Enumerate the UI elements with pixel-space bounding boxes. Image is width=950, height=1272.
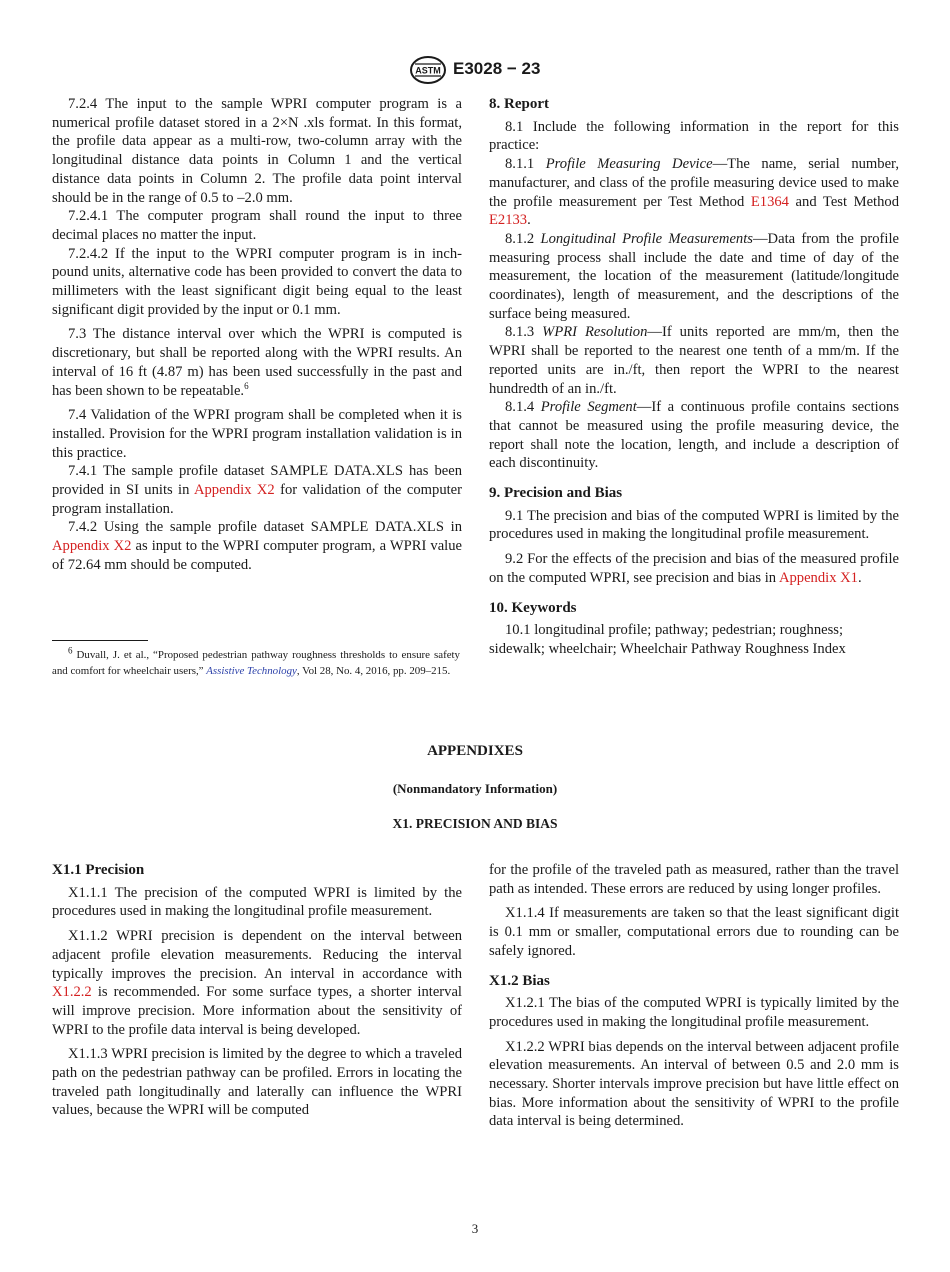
- astm-logo-icon: [409, 55, 447, 85]
- section-heading-x1-1-precision: X1.1 Precision: [52, 862, 145, 878]
- paragraph-7-4-2-text-a: 7.4.2 Using the sample profile dataset SAMPLE DATA.XLS in: [68, 519, 462, 536]
- paragraph-8-1-2-text: —Data from the profile measuring process shall include the date and time of day of the measurement, the location of the measurement (latitude/longitude coordinates), length of measurement, and the descriptions of the surface being measured.: [489, 230, 899, 322]
- nonmandatory-label: (Nonmandatory Information): [392, 781, 558, 796]
- term-longitudinal-profile-measurements: Longitudinal Profile Measurements: [540, 230, 753, 247]
- paragraph-7-2-4: 7.2.4 The input to the sample WPRI computer program is a numerical profile dataset stored in a 2×N .xls format. In this format, the profile data appear as a multi-row, two-column array with the longitudinal distance data points in Column 1 and the vertical distance data points in Column 2. The profile data point interval should be in the range of 0.5 to –2.0 mm.: [52, 96, 462, 206]
- paragraph-8-1-4-text: —If a continuous profile contains sections that cannot be measured using the profile measuring device, the report shall note the location, length, and include a description of each discontinuity.: [489, 399, 899, 472]
- paragraph-8-1-2: [489, 230, 899, 324]
- footnote-mark: 6: [68, 645, 73, 656]
- paragraph-9-2-text-b: .: [857, 569, 862, 586]
- paragraph-8-1-3-text: —If units reported are mm/m, then the WPRI shall be reported to the nearest one tenth of a mm/m. If the reported units are in./ft, then report the WPRI to the nearest hundredth of an in./ft.: [489, 324, 899, 397]
- paragraph-x1-1-1: X1.1.1 The precision of the computed WPRI is limited by the procedures used in making the longitudinal profile measurement.: [52, 884, 462, 920]
- paragraph-8-1-4: [489, 398, 899, 473]
- paragraph-8-1-1-text-a: —The name, serial number, manufacturer, and class of the profile measuring device used to make the profile measurement per Test Method: [489, 156, 899, 210]
- paragraph-x1-2-2: X1.2.2 WPRI bias depends on the interval between adjacent profile elevation measurements. An interval of between 0.5 and 2.0 mm is necessary. Shorter intervals improve precision but have little effect on bias. More information about the sensitivity of WPRI to the profile data interval is being determined.: [489, 1038, 899, 1130]
- section-heading-x1-2-bias: X1.2 Bias: [489, 972, 550, 989]
- footnote-ref[interactable]: 6: [244, 380, 249, 391]
- paragraph-8-1-1-text-c: .: [527, 212, 531, 229]
- appendixes-title: APPENDIXES: [427, 743, 523, 759]
- footnote-text-b: , Vol 28, No. 4, 2016, pp. 209–215.: [296, 664, 451, 677]
- paragraph-x1-1-3-continued: for the profile of the traveled path as measured, rather than the travel path as intended. These errors are reduced by using longer profiles.: [489, 862, 899, 897]
- paragraph-7-3-text: 7.3 The distance interval over which the WPRI is computed is discretionary, but shall be reported along with the WPRI results. An interval of 16 ft (4.87 m) has been used successfully in the past and has been shown to be repeatable.: [52, 326, 462, 399]
- right-column-bottom: [489, 861, 899, 1131]
- paragraph-7-4-2: [52, 518, 462, 574]
- paragraph-x1-2-1: X1.2.1 The bias of the computed WPRI is typically limited by the procedures used in making the longitudinal profile measurement.: [489, 995, 899, 1030]
- term-profile-measuring-device: Profile Measuring Device: [545, 156, 713, 173]
- left-column-bottom: [52, 861, 462, 1120]
- paragraph-7-4-1-text-a: 7.4.1 The sample profile dataset SAMPLE DATA.XLS has been provided in SI units in: [52, 463, 462, 499]
- link-appendix-x1[interactable]: Appendix X1: [778, 569, 858, 586]
- paragraph-9-2: [489, 550, 899, 587]
- paragraph-x1-1-2-text-b: is recommended. For some surface types, a shorter interval will improve precision. More information about the sensitivity of WPRI to the profile data interval is being developed.: [52, 984, 462, 1038]
- link-x1-2-2[interactable]: X1.2.2: [52, 984, 92, 1001]
- link-e1364[interactable]: E1364: [750, 193, 789, 210]
- section-heading-report: 8. Report: [489, 96, 549, 112]
- page-header: [0, 55, 950, 85]
- term-profile-segment: Profile Segment: [540, 399, 637, 416]
- footnote-text-a: Duvall, J. et al., “Proposed pedestrian pathway roughness thresholds to ensure safety and comfort for wheelchair users,”: [52, 649, 460, 677]
- paragraph-8-1-1-text-b: and Test Method: [788, 193, 900, 210]
- paragraph-7-4-1-text-b: for validation of the computer program installation.: [52, 482, 463, 517]
- paragraph-x1-1-4: X1.1.4 If measurements are taken so that the least significant digit is 0.1 mm or smaller, computational errors due to rounding can be safely ignored.: [489, 905, 899, 959]
- paragraph-9-2-text-a: 9.2 For the effects of the precision and bias of the measured profile on the computed WPRI, see precision and bias in: [489, 551, 899, 586]
- footnote-divider: [52, 640, 148, 641]
- right-column-top: [489, 95, 899, 659]
- paragraph-8-1-3-num: 8.1.3: [505, 324, 543, 341]
- section-heading-precision-bias: 9. Precision and Bias: [489, 485, 623, 502]
- paragraph-8-1-1-num: 8.1.1: [505, 156, 546, 173]
- paragraph-7-4-2-text-b: as input to the WPRI computer program, a WPRI value of 72.64 mm should be computed.: [52, 538, 463, 573]
- paragraph-x1-1-2: [52, 927, 462, 1039]
- footnote: [52, 645, 460, 679]
- paragraph-8-1-4-num: 8.1.4: [505, 399, 541, 416]
- paragraph-9-1: 9.1 The precision and bias of the computed WPRI is limited by the procedures used in making the longitudinal profile measurement.: [489, 507, 899, 543]
- link-appendix-x2[interactable]: Appendix X2: [193, 482, 275, 499]
- paragraph-7-4-1: [52, 462, 462, 518]
- paragraph-8-1: 8.1 Include the following information in the report for this practice:: [489, 118, 899, 154]
- paragraph-7-4: 7.4 Validation of the WPRI program shall be completed when it is installed. Provision for the WPRI program installation validation is in this practice.: [52, 407, 462, 461]
- paragraph-7-2-4-2: 7.2.4.2 If the input to the WPRI computer program is in inch-pound units, alternative code has been provided to convert the data to millimeters with the least significant digit being equal to the least significant digit provided by the input or 0.1 mm.: [52, 245, 462, 318]
- term-wpri-resolution: WPRI Resolution: [542, 324, 648, 341]
- paragraph-x1-1-3: X1.1.3 WPRI precision is limited by the degree to which a traveled path on the pedestrian pathway can be profiled. Errors in locating the traveled path longitudinally and laterally can influence the WPRI values, because the WPRI will be computed: [52, 1046, 462, 1119]
- page-number: 3: [471, 1221, 479, 1236]
- paragraph-8-1-1: [489, 155, 899, 230]
- paragraph-10-1: 10.1 longitudinal profile; pathway; pedestrian; roughness; sidewalk; wheelchair; Wheelchair Pathway Roughness Index: [489, 622, 846, 657]
- paragraph-7-3: [52, 325, 462, 400]
- standard-designation: E3028 − 23: [453, 59, 541, 78]
- paragraph-x1-1-2-text-a: X1.1.2 WPRI precision is dependent on the interval between adjacent profile elevation measurements. Reducing the interval typically improves the precision. An interval in accordance with: [52, 928, 462, 982]
- paragraph-7-2-4-1: 7.2.4.1 The computer program shall round the input to three decimal places no matter the input.: [52, 208, 462, 243]
- link-e2133[interactable]: E2133: [489, 212, 528, 229]
- paragraph-8-1-3: [489, 323, 899, 398]
- paragraph-8-1-2-num: 8.1.2: [505, 230, 541, 247]
- footnote-6: [52, 645, 460, 679]
- appendix-x1-title: X1. PRECISION AND BIAS: [392, 816, 558, 831]
- section-heading-keywords: 10. Keywords: [489, 599, 577, 616]
- link-assistive-technology[interactable]: Assistive Technology: [206, 664, 297, 677]
- link-appendix-x2[interactable]: Appendix X2: [52, 538, 132, 555]
- logo-text: ASTM: [415, 65, 441, 76]
- left-column-top: [52, 95, 462, 575]
